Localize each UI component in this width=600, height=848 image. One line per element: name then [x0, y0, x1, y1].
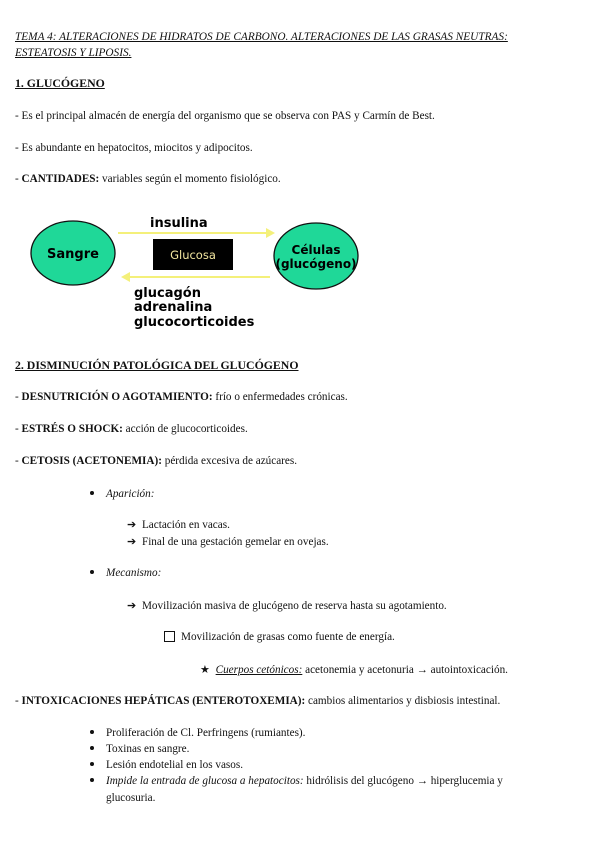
section-heading-glucogeno: 1. GLUCÓGENO: [15, 76, 105, 90]
bullet-icon: [90, 746, 94, 750]
square-bullet-icon: [164, 631, 175, 642]
glucagon-label: glucagón: [134, 286, 201, 301]
star-icon: ★: [200, 664, 211, 676]
cetosis-label: CETOSIS (ACETONEMIA):: [21, 455, 162, 467]
glucocorticoides-label: glucocorticoides: [134, 315, 255, 330]
list-item-movilizacion-grasas: Movilización de grasas como fuente de energía.: [164, 631, 395, 643]
paragraph-intoxicaciones: - INTOXICACIONES HEPÁTICAS (ENTEROTOXEMIA): cambios alimentarios y disbiosis intestinal.: [15, 695, 501, 707]
bullet-icon: [90, 778, 94, 782]
adrenalina-label: adrenalina: [134, 300, 213, 315]
sangre-label: Sangre: [47, 247, 99, 262]
cantidades-label: CANTIDADES:: [21, 173, 100, 185]
intoxicaciones-label: INTOXICACIONES HEPÁTICAS (ENTEROTOXEMIA):: [21, 695, 306, 707]
glucagon-arrow: [121, 272, 270, 282]
list-item-movilizacion-glucogeno: ➔ Movilización masiva de glucógeno de reserva hasta su agotamiento.: [127, 600, 447, 612]
section-heading-disminucion: 2. DISMINUCIÓN PATOLÓGICA DEL GLUCÓGENO: [15, 358, 299, 372]
list-item-mecanismo: Mecanismo:: [90, 567, 161, 579]
glucose-diagram: [30, 208, 370, 338]
list-item-gestacion: ➔ Final de una gestación gemelar en ovejas.: [127, 536, 329, 548]
list-item-impide: Impide la entrada de glucosa a hepatocitos: hidrólisis del glucógeno → hiperglucemia y: [90, 775, 503, 787]
list-item-proliferacion: Proliferación de Cl. Perfringens (rumiantes).: [90, 727, 305, 739]
estres-label: ESTRÉS O SHOCK:: [21, 423, 123, 435]
document-title: [15, 29, 508, 61]
title-line-1: TEMA 4: ALTERACIONES DE HIDRATOS DE CARBONO. ALTERACIONES DE LAS GRASAS NEUTRAS:: [15, 31, 508, 43]
list-item-impide-cont: glucosuria.: [106, 792, 156, 804]
list-item-aparicion: Aparición:: [90, 488, 154, 500]
glucosa-label: Glucosa: [170, 248, 216, 262]
paragraph-desnutricion: - DESNUTRICIÓN O AGOTAMIENTO: frío o enfermedades crónicas.: [15, 391, 348, 403]
list-item-lactacion: ➔ Lactación en vacas.: [127, 519, 230, 531]
arrow-right-icon: ➔: [127, 519, 137, 531]
paragraph-cetosis: - CETOSIS (ACETONEMIA): pérdida excesiva de azúcares.: [15, 455, 298, 467]
arrow-right-icon: ➔: [127, 600, 137, 612]
bullet-icon: [90, 491, 94, 495]
desnutricion-label: DESNUTRICIÓN O AGOTAMIENTO:: [21, 391, 213, 403]
celulas-label: Células: [291, 243, 341, 257]
bullet-icon: [90, 762, 94, 766]
paragraph-cantidades: - CANTIDADES: variables según el momento fisiológico.: [15, 173, 281, 185]
glucogeno-label: (glucógeno): [275, 257, 357, 271]
bullet-icon: [90, 730, 94, 734]
paragraph-estres: - ESTRÉS O SHOCK: acción de glucocorticoides.: [15, 423, 248, 435]
list-item-lesion: Lesión endotelial en los vasos.: [90, 759, 243, 771]
bullet-icon: [90, 570, 94, 574]
list-item-cuerpos-cetonicos: ★ Cuerpos cetónicos: acetonemia y acetonuria → autointoxicación.: [200, 664, 508, 676]
list-item-toxinas: Toxinas en sangre.: [90, 743, 189, 755]
paragraph-almacen: - Es el principal almacén de energía del organismo que se observa con PAS y Carmín de Best.: [15, 110, 435, 122]
title-line-2: ESTEATOSIS Y LIPOSIS.: [15, 47, 132, 59]
insulina-label: insulina: [150, 216, 208, 231]
arrow-right-icon: ➔: [127, 536, 137, 548]
paragraph-abundante: - Es abundante en hepatocitos, miocitos y adipocitos.: [15, 142, 253, 154]
